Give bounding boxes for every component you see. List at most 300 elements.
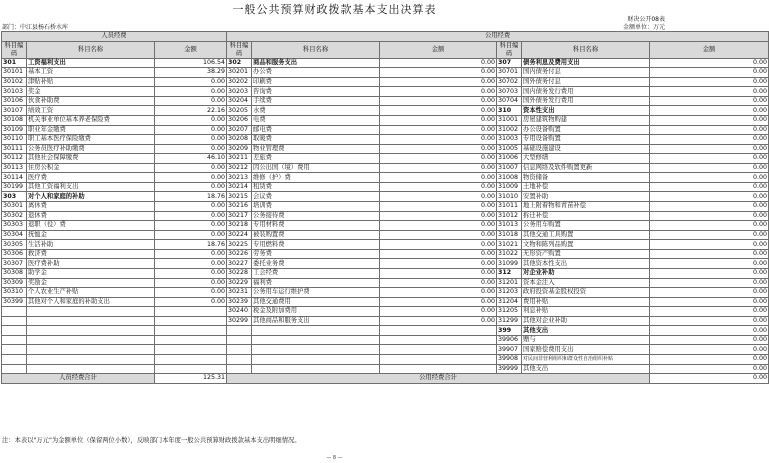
name-cell: 取暖费	[252, 135, 380, 145]
code-header: 科目编码	[497, 41, 522, 58]
amount-cell: 0.00	[650, 144, 769, 154]
amount-cell: 0.00	[380, 192, 497, 202]
code-cell: 30217	[227, 211, 252, 221]
amount-cell: 0.00	[380, 96, 497, 106]
totals-row	[2, 374, 769, 384]
code-cell	[2, 355, 27, 365]
code-cell	[227, 355, 252, 365]
amount-header: 金额	[380, 41, 497, 58]
amount-cell: 0.00	[155, 96, 227, 106]
code-cell: 31021	[497, 240, 522, 250]
code-cell: 30227	[227, 259, 252, 269]
amount-cell: 0.00	[650, 278, 769, 288]
name-cell: 其他社会保障缴费	[27, 154, 155, 164]
name-cell: 物业管理费	[252, 144, 380, 154]
code-cell	[227, 335, 252, 345]
name-cell: 其他对个人和家庭的补助支出	[27, 297, 155, 307]
report-title: 一般公共预算财政拨款基本支出决算表	[232, 3, 437, 16]
code-cell: 30308	[2, 268, 27, 278]
code-cell: 30229	[227, 278, 252, 288]
name-cell: 地上附着物和青苗补偿	[522, 202, 650, 212]
code-cell: 30310	[2, 288, 27, 298]
amount-header: 金额	[650, 41, 769, 58]
table-row	[2, 288, 769, 298]
amount-cell: 0.00	[380, 125, 497, 135]
code-cell: 31022	[497, 249, 522, 259]
code-cell: 39999	[497, 364, 522, 374]
code-cell: 31007	[497, 163, 522, 173]
form-number: 财决公开08表	[627, 16, 665, 23]
code-cell: 31012	[497, 211, 522, 221]
amount-cell: 0.00	[650, 316, 769, 326]
table-row	[2, 278, 769, 288]
code-cell: 30224	[227, 230, 252, 240]
name-cell	[27, 345, 155, 355]
code-cell: 307	[497, 58, 522, 68]
code-cell: 30702	[497, 77, 522, 87]
name-cell: 国内债务发行费用	[522, 87, 650, 97]
name-cell: 医疗费	[27, 173, 155, 183]
code-cell: 31299	[497, 316, 522, 326]
code-cell: 30199	[2, 182, 27, 192]
code-cell: 30203	[227, 87, 252, 97]
section-header-row	[2, 32, 769, 42]
amount-cell: 0.00	[380, 249, 497, 259]
name-cell	[27, 307, 155, 317]
name-cell	[27, 316, 155, 326]
name-cell: 土地补偿	[522, 182, 650, 192]
amount-cell: 0.00	[380, 173, 497, 183]
code-cell: 31003	[497, 135, 522, 145]
code-cell: 39907	[497, 345, 522, 355]
code-cell: 30218	[227, 221, 252, 231]
amount-cell: 0.00	[650, 106, 769, 116]
code-cell: 31013	[497, 221, 522, 231]
name-cell: 基本工资	[27, 68, 155, 78]
amount-cell	[155, 345, 227, 355]
code-header: 科目编码	[2, 41, 27, 58]
name-cell: 其他商品和服务支出	[252, 316, 380, 326]
name-cell	[252, 335, 380, 345]
name-cell: 文物和陈列品购置	[522, 240, 650, 250]
amount-cell: 0.00	[650, 58, 769, 68]
code-cell: 30703	[497, 87, 522, 97]
code-cell: 31006	[497, 154, 522, 164]
code-cell: 31005	[497, 144, 522, 154]
name-cell: 对企业补助	[522, 268, 650, 278]
code-cell: 31204	[497, 297, 522, 307]
page-number: — 8 —	[326, 455, 343, 461]
personnel-total-value: 125.31	[155, 374, 227, 384]
code-cell: 31011	[497, 202, 522, 212]
name-cell: 电费	[252, 115, 380, 125]
name-cell: 信息网络及软件购置更新	[522, 163, 650, 173]
amount-cell	[155, 355, 227, 365]
code-cell	[2, 307, 27, 317]
amount-cell: 0.00	[155, 163, 227, 173]
name-cell: 被装购置费	[252, 230, 380, 240]
table-row	[2, 77, 769, 87]
code-cell: 30208	[227, 135, 252, 145]
amount-cell	[380, 355, 497, 365]
code-cell: 39908	[497, 355, 522, 365]
name-cell: 拆迁补偿	[522, 211, 650, 221]
code-cell: 30114	[2, 173, 27, 183]
amount-cell: 0.00	[155, 144, 227, 154]
code-cell: 302	[227, 58, 252, 68]
code-cell: 30299	[227, 316, 252, 326]
amount-cell: 0.00	[380, 316, 497, 326]
name-cell	[252, 326, 380, 336]
amount-cell: 0.00	[650, 125, 769, 135]
table-row	[2, 240, 769, 250]
amount-cell: 0.00	[650, 345, 769, 355]
name-cell	[27, 335, 155, 345]
table-row	[2, 316, 769, 326]
amount-cell: 0.00	[155, 297, 227, 307]
amount-cell: 0.00	[380, 307, 497, 317]
amount-cell: 0.00	[380, 135, 497, 145]
amount-cell: 0.00	[155, 135, 227, 145]
name-cell: 公务用车购置	[522, 221, 650, 231]
name-cell: 因公出国（境）费用	[252, 163, 380, 173]
table-row	[2, 249, 769, 259]
unit-label: 金额单位：万元	[622, 24, 665, 31]
code-cell	[2, 364, 27, 374]
amount-cell: 0.00	[380, 268, 497, 278]
name-cell: 其他交通费用	[252, 297, 380, 307]
amount-cell	[155, 335, 227, 345]
expenditure-table	[1, 31, 769, 384]
amount-cell: 0.00	[650, 221, 769, 231]
table-row	[2, 307, 769, 317]
name-cell: 大型修缮	[522, 154, 650, 164]
name-cell: 租赁费	[252, 182, 380, 192]
code-cell: 31018	[497, 230, 522, 240]
code-cell: 30225	[227, 240, 252, 250]
name-cell: 对个人和家庭的补助	[27, 192, 155, 202]
code-cell	[227, 326, 252, 336]
code-cell: 31010	[497, 192, 522, 202]
code-cell: 30107	[2, 106, 27, 116]
amount-cell: 106.54	[155, 58, 227, 68]
table-row	[2, 192, 769, 202]
name-cell: 国内债务付息	[522, 68, 650, 78]
code-cell: 301	[2, 58, 27, 68]
code-cell: 310	[497, 106, 522, 116]
table-row	[2, 115, 769, 125]
code-cell: 31002	[497, 125, 522, 135]
table-row	[2, 182, 769, 192]
name-cell: 津贴补贴	[27, 77, 155, 87]
code-cell: 30112	[2, 154, 27, 164]
amount-cell: 0.00	[380, 230, 497, 240]
code-cell: 31001	[497, 115, 522, 125]
code-cell: 30239	[227, 297, 252, 307]
name-cell: 公务接待费	[252, 211, 380, 221]
code-cell: 31009	[497, 182, 522, 192]
public-total-label: 公用经费合计	[227, 374, 650, 384]
amount-cell: 0.00	[155, 125, 227, 135]
name-cell: 办公设备购置	[522, 125, 650, 135]
amount-cell: 0.00	[380, 163, 497, 173]
code-cell: 30701	[497, 68, 522, 78]
amount-cell: 22.16	[155, 106, 227, 116]
amount-cell: 0.00	[650, 297, 769, 307]
name-header: 科目名称	[522, 41, 650, 58]
amount-cell: 0.00	[650, 173, 769, 183]
name-cell: 无形资产购置	[522, 249, 650, 259]
name-cell: 国家赔偿费用支出	[522, 345, 650, 355]
table-row	[2, 96, 769, 106]
name-cell: 个人农业生产补贴	[27, 288, 155, 298]
personnel-section-header: 人员经费	[2, 32, 227, 42]
amount-cell: 0.00	[650, 77, 769, 87]
amount-cell	[155, 316, 227, 326]
name-cell: 资本性支出	[522, 106, 650, 116]
code-cell: 30103	[2, 87, 27, 97]
code-cell	[2, 316, 27, 326]
code-cell: 30106	[2, 96, 27, 106]
code-cell	[2, 335, 27, 345]
name-cell: 公务用车运行维护费	[252, 288, 380, 298]
amount-cell: 0.00	[650, 96, 769, 106]
name-cell: 奖励金	[27, 278, 155, 288]
amount-cell: 38.29	[155, 68, 227, 78]
amount-cell: 0.00	[650, 192, 769, 202]
table-row	[2, 68, 769, 78]
amount-cell: 0.00	[380, 221, 497, 231]
amount-cell	[380, 364, 497, 374]
name-cell: 工会经费	[252, 268, 380, 278]
amount-cell: 0.00	[155, 202, 227, 212]
code-cell: 30309	[2, 278, 27, 288]
table-row	[2, 221, 769, 231]
amount-cell: 0.00	[650, 259, 769, 269]
name-cell: 委托业务费	[252, 259, 380, 269]
table-row	[2, 144, 769, 154]
code-cell: 31203	[497, 288, 522, 298]
code-cell: 30215	[227, 192, 252, 202]
name-cell: 职业年金缴费	[27, 125, 155, 135]
amount-cell: 0.00	[380, 240, 497, 250]
code-cell: 30206	[227, 115, 252, 125]
amount-cell: 0.00	[650, 211, 769, 221]
name-cell: 其他工资福利支出	[27, 182, 155, 192]
amount-cell: 0.00	[380, 211, 497, 221]
code-cell: 30305	[2, 240, 27, 250]
table-row	[2, 297, 769, 307]
amount-cell: 0.00	[380, 77, 497, 87]
amount-cell: 18.76	[155, 240, 227, 250]
personnel-total-label: 人员经费合计	[2, 374, 155, 384]
name-header: 科目名称	[252, 41, 380, 58]
name-cell: 救济费	[27, 249, 155, 259]
name-cell: 公务员医疗补助缴费	[27, 144, 155, 154]
name-cell: 住房公积金	[27, 163, 155, 173]
table-row	[2, 335, 769, 345]
name-cell: 维修（护）费	[252, 173, 380, 183]
name-cell: 手续费	[252, 96, 380, 106]
code-cell: 312	[497, 268, 522, 278]
name-cell: 伙食补助费	[27, 96, 155, 106]
amount-cell: 46.10	[155, 154, 227, 164]
amount-cell: 0.00	[380, 58, 497, 68]
amount-cell: 0.00	[155, 268, 227, 278]
name-cell: 专用燃料费	[252, 240, 380, 250]
name-cell: 商品和服务支出	[252, 58, 380, 68]
name-cell: 离休费	[27, 202, 155, 212]
amount-cell: 0.00	[650, 249, 769, 259]
amount-cell: 0.00	[155, 115, 227, 125]
name-cell: 国外债务发行费用	[522, 96, 650, 106]
name-cell: 印刷费	[252, 77, 380, 87]
amount-cell: 0.00	[650, 326, 769, 336]
code-cell: 30207	[227, 125, 252, 135]
amount-cell: 0.00	[380, 144, 497, 154]
table-row	[2, 259, 769, 269]
table-row	[2, 268, 769, 278]
amount-cell: 0.00	[650, 240, 769, 250]
amount-cell: 0.00	[650, 154, 769, 164]
code-cell: 30205	[227, 106, 252, 116]
table-row	[2, 345, 769, 355]
name-cell: 物资储备	[522, 173, 650, 183]
code-cell: 31099	[497, 259, 522, 269]
table-row	[2, 154, 769, 164]
name-cell: 其他资本性支出	[522, 259, 650, 269]
amount-cell: 0.00	[650, 335, 769, 345]
code-cell	[227, 345, 252, 355]
table-row	[2, 87, 769, 97]
code-cell: 30704	[497, 96, 522, 106]
name-cell: 退职（役）费	[27, 221, 155, 231]
amount-cell: 0.00	[380, 154, 497, 164]
name-cell	[252, 364, 380, 374]
code-cell: 30301	[2, 202, 27, 212]
code-cell: 30302	[2, 211, 27, 221]
table-row	[2, 355, 769, 365]
name-cell: 助学金	[27, 268, 155, 278]
name-cell: 机关事业单位基本养老保险费	[27, 115, 155, 125]
code-cell	[2, 326, 27, 336]
name-header: 科目名称	[27, 41, 155, 58]
amount-cell: 0.00	[650, 87, 769, 97]
table-row	[2, 230, 769, 240]
amount-cell	[380, 326, 497, 336]
amount-cell: 0.00	[650, 307, 769, 317]
code-cell: 30211	[227, 154, 252, 164]
code-cell: 39906	[497, 335, 522, 345]
footnote: 注：本表以"万元"为金额单位（保留两位小数），反映部门本年度一般公共预算财政拨款基本支出明细情况。	[2, 437, 301, 444]
amount-cell	[155, 326, 227, 336]
name-cell: 绩效工资	[27, 106, 155, 116]
code-cell	[227, 364, 252, 374]
amount-cell: 0.00	[155, 278, 227, 288]
code-cell: 30214	[227, 182, 252, 192]
code-cell: 30109	[2, 125, 27, 135]
table-row	[2, 106, 769, 116]
name-cell: 房屋建筑物购建	[522, 115, 650, 125]
code-cell: 31201	[497, 278, 522, 288]
amount-cell	[380, 335, 497, 345]
code-cell: 30216	[227, 202, 252, 212]
name-cell: 水费	[252, 106, 380, 116]
department-label: 部门：中江县杨石桥水库	[2, 24, 69, 31]
code-cell: 31205	[497, 307, 522, 317]
code-cell: 30228	[227, 268, 252, 278]
table-row	[2, 58, 769, 68]
name-cell: 抚恤金	[27, 230, 155, 240]
code-cell: 30212	[227, 163, 252, 173]
name-cell: 劳务费	[252, 249, 380, 259]
amount-header: 金额	[155, 41, 227, 58]
name-cell	[27, 364, 155, 374]
amount-cell: 0.00	[155, 87, 227, 97]
name-cell: 国外债务付息	[522, 77, 650, 87]
name-cell: 其他交通工具购置	[522, 230, 650, 240]
name-cell: 其他支出	[522, 326, 650, 336]
code-cell: 30101	[2, 68, 27, 78]
name-cell: 债务利息及费用支出	[522, 58, 650, 68]
name-cell: 咨询费	[252, 87, 380, 97]
amount-cell: 0.00	[650, 288, 769, 298]
code-cell: 30209	[227, 144, 252, 154]
table-row	[2, 364, 769, 374]
code-cell: 30111	[2, 144, 27, 154]
code-cell	[2, 345, 27, 355]
name-cell: 邮电费	[252, 125, 380, 135]
code-cell: 30307	[2, 259, 27, 269]
name-cell: 赠与	[522, 335, 650, 345]
name-cell: 安置补助	[522, 192, 650, 202]
amount-cell: 0.00	[380, 259, 497, 269]
amount-cell: 0.00	[380, 297, 497, 307]
name-cell: 利息补贴	[522, 307, 650, 317]
amount-cell: 0.00	[380, 87, 497, 97]
code-cell: 30110	[2, 135, 27, 145]
name-cell: 工资福利支出	[27, 58, 155, 68]
code-cell: 399	[497, 326, 522, 336]
amount-cell: 0.00	[155, 182, 227, 192]
amount-cell: 0.00	[155, 77, 227, 87]
amount-cell: 0.00	[650, 115, 769, 125]
amount-cell: 0.00	[650, 68, 769, 78]
code-cell: 30108	[2, 115, 27, 125]
name-cell	[252, 345, 380, 355]
name-cell: 培训费	[252, 202, 380, 212]
name-cell: 其他支出	[522, 364, 650, 374]
table-row	[2, 211, 769, 221]
amount-cell: 0.00	[155, 211, 227, 221]
name-cell: 办公费	[252, 68, 380, 78]
name-cell	[27, 326, 155, 336]
name-cell: 政府投资基金股权投资	[522, 288, 650, 298]
table-row	[2, 163, 769, 173]
name-cell: 退休费	[27, 211, 155, 221]
table-row	[2, 173, 769, 183]
code-cell: 30304	[2, 230, 27, 240]
report-meta	[2, 22, 665, 31]
name-cell: 专用设备购置	[522, 135, 650, 145]
name-cell: 税金及附加费用	[252, 307, 380, 317]
name-cell: 福利费	[252, 278, 380, 288]
name-cell: 对民间非营利组织和群众性自治组织补贴	[522, 355, 650, 365]
code-cell: 30399	[2, 297, 27, 307]
public-section-header: 公用经费	[227, 32, 769, 42]
amount-cell: 0.00	[650, 268, 769, 278]
column-header-row	[2, 41, 769, 58]
